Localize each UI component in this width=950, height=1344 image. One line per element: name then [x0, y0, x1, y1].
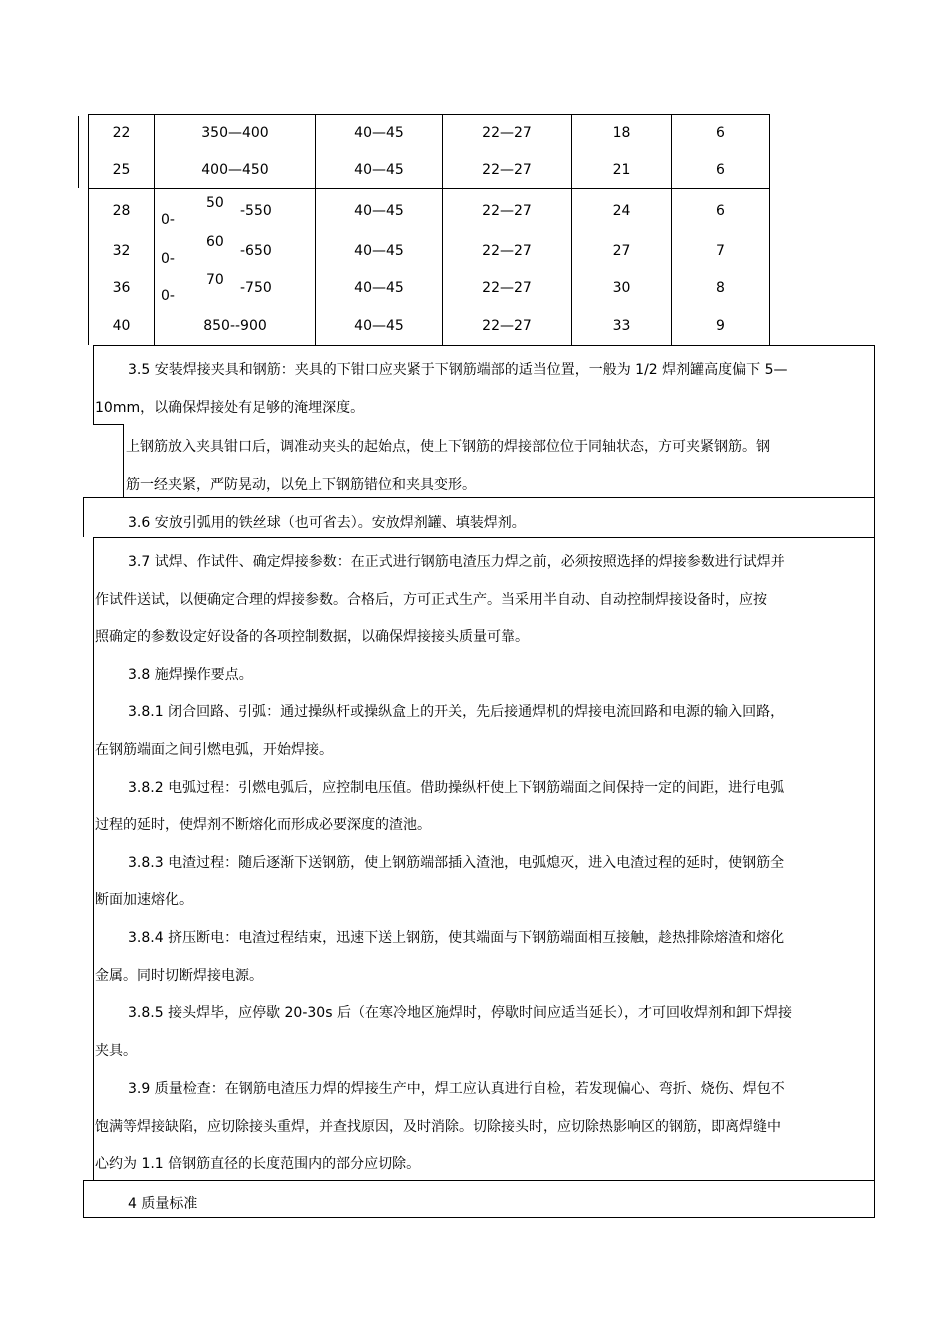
section-border [874, 345, 875, 497]
table-cell: 40—45 [354, 280, 404, 296]
section-border [93, 345, 874, 346]
section-3-8-5-line: 3.8.5 接头焊毕，应停歇 20-30s 后（在寒冷地区施焊时，停歇时间应适当延长），才可回收焊剂和卸下焊接 [128, 1005, 792, 1021]
table-cell: 36 [112, 280, 131, 296]
table-cell-fragment: 0- [161, 288, 175, 304]
table-cell: 28 [112, 203, 131, 219]
table-cell-fragment: -650 [240, 243, 272, 259]
section-3-5-cont-line: 上钢筋放入夹具钳口后，调准动夹头的起始点，使上下钢筋的焊接部位位于同轴状态，方可夹紧钢筋。钢 [126, 439, 770, 455]
section-4-heading: 4 质量标准 [128, 1196, 198, 1212]
section-border [874, 497, 875, 537]
table-cell: 6 [716, 162, 725, 178]
section-3-9-line: 3.9 质量检查：在钢筋电渣压力焊的焊接生产中，焊工应认真进行自检，若发现偏心、弯折、烧伤、焊包不 [128, 1081, 785, 1097]
section-3-6: 3.6 安放引弧用的铁丝球（也可省去）。安放焊剂罐、填装焊剂。 [128, 515, 526, 531]
table-cell: 40—45 [354, 203, 404, 219]
table-cell: 22—27 [482, 318, 532, 334]
section-border [93, 537, 94, 1180]
section-3-8-1-line: 3.8.1 闭合回路、引弧：通过操纵杆或操纵盒上的开关，先后接通焊机的焊接电流回路和电源的输入回路， [128, 704, 785, 720]
table-cell: 40—45 [354, 318, 404, 334]
table-border [769, 114, 770, 345]
table-cell: 22—27 [482, 125, 532, 141]
section-3-7-line: 3.7 试焊、作试件、确定焊接参数：在正式进行钢筋电渣压力焊之前，必须按照选择的焊接参数进行试焊并 [128, 554, 785, 570]
table-cell: 22—27 [482, 243, 532, 259]
section-3-8-3-line: 3.8.3 电渣过程：随后逐渐下送钢筋，使上钢筋端部插入渣池，电弧熄灭，进入电渣过程的延时，使钢筋全 [128, 855, 785, 871]
table-cell: 9 [716, 318, 725, 334]
section-3-9-line: 饱满等焊接缺陷，应切除接头重焊，并查找原因，及时消除。切除接头时，应切除热影响区的钢筋，即离焊缝中 [95, 1119, 781, 1135]
table-cell: 18 [612, 125, 631, 141]
table-cell: 8 [716, 280, 725, 296]
section-3-8-2-line: 3.8.2 电弧过程：引燃电弧后，应控制电压值。借助操纵杆使上下钢筋端面之间保持一定的间距，进行电弧 [128, 780, 785, 796]
table-cell: 22—27 [482, 162, 532, 178]
section-border [874, 1180, 875, 1218]
table-cell: 25 [112, 162, 131, 178]
table-cell: 22 [112, 125, 131, 141]
section-3-7-line: 作试件送试，以便确定合理的焊接参数。合格后，方可正式生产。当采用半自动、自动控制焊接设备时，应按 [95, 592, 767, 608]
table-cell-fragment: 0- [161, 212, 175, 228]
section-border [123, 424, 124, 497]
section-border [83, 1180, 874, 1181]
table-cell: 30 [612, 280, 631, 296]
table-cell-fragment: 70 [206, 272, 224, 288]
table-cell: 6 [716, 125, 725, 141]
section-3-8-4-line: 金属。同时切断焊接电源。 [95, 968, 263, 984]
section-3-5-cont-line: 筋一经夹紧，严防晃动，以免上下钢筋错位和夹具变形。 [126, 477, 476, 493]
table-cell: 33 [612, 318, 631, 334]
table-border [88, 114, 89, 345]
table-cell: 6 [716, 203, 725, 219]
table-border [88, 114, 770, 115]
section-3-8-1-line: 在钢筋端面之间引燃电弧，开始焊接。 [95, 742, 333, 758]
table-cell: 400—450 [201, 162, 269, 178]
table-cell: 21 [612, 162, 631, 178]
table-cell: 40—45 [354, 243, 404, 259]
section-border [83, 1180, 84, 1218]
table-cell: 850--900 [203, 318, 267, 334]
section-border [83, 497, 874, 498]
table-border [671, 114, 672, 345]
section-border [874, 537, 875, 1180]
table-cell-fragment: 60 [206, 234, 224, 250]
section-3-8-5-line: 夹具。 [95, 1043, 137, 1059]
table-cell: 22—27 [482, 280, 532, 296]
table-cell-fragment: -550 [240, 203, 272, 219]
section-border [93, 345, 94, 424]
table-cell: 24 [612, 203, 631, 219]
table-cell: 40—45 [354, 162, 404, 178]
table-cell: 32 [112, 243, 131, 259]
table-cell: 27 [612, 243, 631, 259]
section-border [93, 424, 123, 425]
section-3-8-2-line: 过程的延时，使焊剂不断熔化而形成必要深度的渣池。 [95, 817, 431, 833]
table-cell: 40—45 [354, 125, 404, 141]
section-3-5-line: 10mm，以确保焊接处有足够的淹埋深度。 [95, 400, 365, 416]
section-3-9-line: 心约为 1.1 倍钢筋直径的长度范围内的部分应切除。 [95, 1156, 421, 1172]
table-border [154, 114, 155, 345]
table-cell: 350—400 [201, 125, 269, 141]
table-cell-fragment: 50 [206, 195, 224, 211]
table-cell-fragment: -750 [240, 280, 272, 296]
table-border [78, 116, 79, 188]
table-border [315, 114, 316, 345]
table-border [88, 188, 770, 189]
section-border [83, 1217, 874, 1218]
section-3-8: 3.8 施焊操作要点。 [128, 667, 253, 683]
section-border [93, 537, 874, 538]
table-border [442, 114, 443, 345]
table-cell: 40 [112, 318, 131, 334]
table-cell: 22—27 [482, 203, 532, 219]
section-3-8-3-line: 断面加速熔化。 [95, 892, 193, 908]
table-cell-fragment: 0- [161, 251, 175, 267]
table-cell: 7 [716, 243, 725, 259]
section-border [83, 497, 84, 537]
section-3-5-line: 3.5 安装焊接夹具和钢筋：夹具的下钳口应夹紧于下钢筋端部的适当位置，一般为 1/2 焊剂罐高度偏下 5— [128, 362, 788, 378]
section-3-7-line: 照确定的参数设定好设备的各项控制数据，以确保焊接接头质量可靠。 [95, 629, 529, 645]
table-border [571, 114, 572, 345]
section-3-8-4-line: 3.8.4 挤压断电：电渣过程结束，迅速下送上钢筋，使其端面与下钢筋端面相互接触，趁热排除熔渣和熔化 [128, 930, 785, 946]
